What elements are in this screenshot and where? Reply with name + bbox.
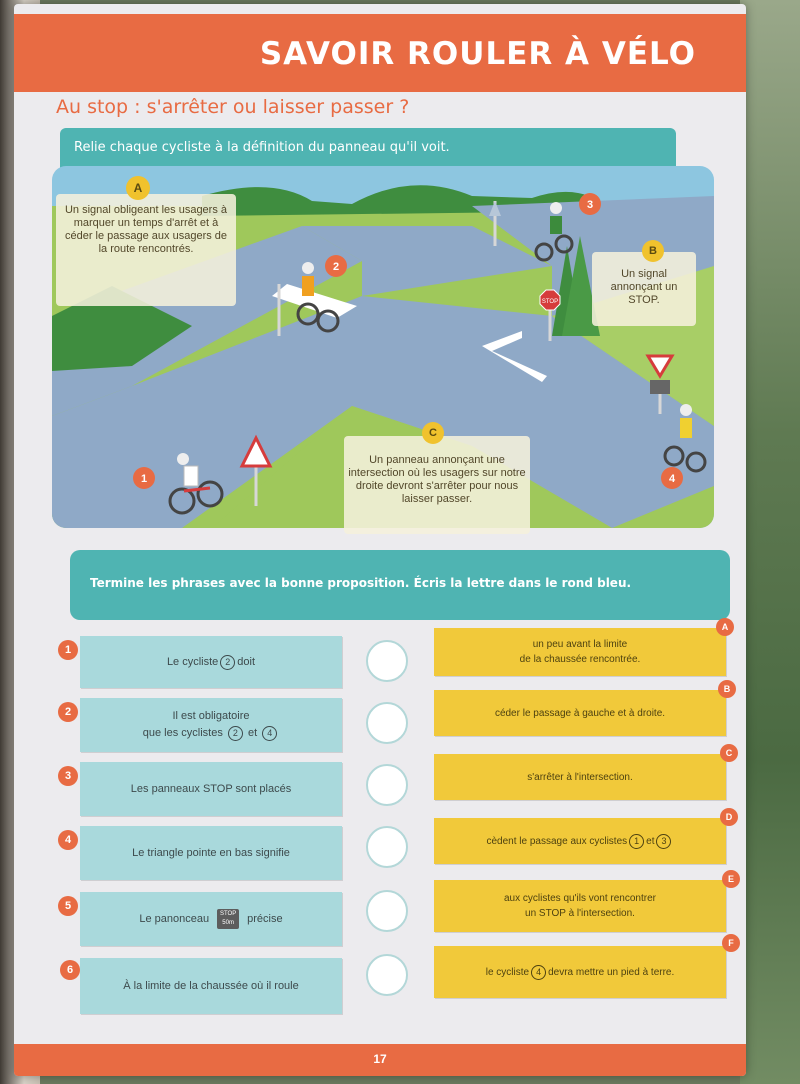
instruction-banner-2: Termine les phrases avec la bonne proposition. Écris la lettre dans le rond bleu. [70,550,730,620]
stop-panonceau-icon: STOP 50m [217,909,239,929]
phrase-start-6: À la limite de la chaussée où il roule [80,958,342,1014]
phrase-number-3: 3 [58,766,78,786]
page-footer [14,1044,746,1076]
answer-circle-6[interactable] [366,954,408,996]
circled-number: 2 [220,655,235,670]
callout-a: Un signal obligeant les usagers à marquer un temps d'arrêt et à céder le passage aux usagers de la route rencontrés. [56,194,236,306]
stop-sign-text: STOP [541,299,559,305]
phrase-number-5: 5 [58,896,78,916]
phrase-number-1: 1 [58,640,78,660]
phrase-start-1: Le cycliste 2 doit [80,636,342,688]
circled-number: 2 [228,726,243,741]
phrase-end-c: s'arrêter à l'intersection. [434,754,726,800]
phrase-letter-f: F [722,934,740,952]
answer-circle-1[interactable] [366,640,408,682]
circled-number: 1 [629,834,644,849]
book-page [14,4,746,1076]
answer-circle-2[interactable] [366,702,408,744]
phrase-start-3: Les panneaux STOP sont placés [80,762,342,816]
background-right [740,0,800,1084]
phrase-number-2: 2 [58,702,78,722]
phrase-letter-b: B [718,680,736,698]
answer-circle-3[interactable] [366,764,408,806]
callout-c: Un panneau annonçant une intersection où les usagers sur notre droite devront s'arrêter pour nous laisser passer. [344,436,530,534]
callout-letter-a: A [126,176,150,200]
callout-b: Un signal annonçant un STOP. [592,252,696,326]
phrase-end-d: cèdent le passage aux cyclistes 1 et 3 [434,818,726,864]
svg-text:4: 4 [668,473,676,485]
phrase-letter-a: A [716,618,734,636]
page-number: 17 [373,1052,387,1066]
section-subtitle: Au stop : s'arrêter ou laisser passer ? [56,96,410,118]
instruction-banner-1: Relie chaque cycliste à la définition du panneau qu'il voit. [60,128,676,170]
phrase-end-b: céder le passage à gauche et à droite. [434,690,726,736]
phrase-start-5: Le panonceau STOP 50m précise [80,892,342,946]
svg-text:2: 2 [332,261,340,273]
circled-number: 4 [531,965,546,980]
phrase-start-2: Il est obligatoire que les cyclistes 2 et 4 [80,698,342,752]
answer-circle-4[interactable] [366,826,408,868]
phrase-letter-c: C [720,744,738,762]
phrase-number-6: 6 [60,960,80,980]
callout-letter-c: C [422,422,444,444]
phrase-end-e: aux cyclistes qu'ils vont rencontrer un STOP à l'intersection. [434,880,726,932]
phrase-end-a: un peu avant la limite de la chaussée rencontrée. [434,628,726,676]
callout-letter-b: B [642,240,664,262]
page-title: SAVOIR ROULER À VÉLO [259,36,696,72]
phrase-number-4: 4 [58,830,78,850]
phrase-end-f: le cycliste 4 devra mettre un pied à terre. [434,946,726,998]
svg-text:3: 3 [586,199,594,211]
circled-number: 4 [262,726,277,741]
phrase-start-4: Le triangle pointe en bas signifie [80,826,342,880]
phrase-letter-d: D [720,808,738,826]
phrase-letter-e: E [722,870,740,888]
svg-text:1: 1 [140,473,148,485]
circled-number: 3 [656,834,671,849]
answer-circle-5[interactable] [366,890,408,932]
page-header [14,14,746,92]
